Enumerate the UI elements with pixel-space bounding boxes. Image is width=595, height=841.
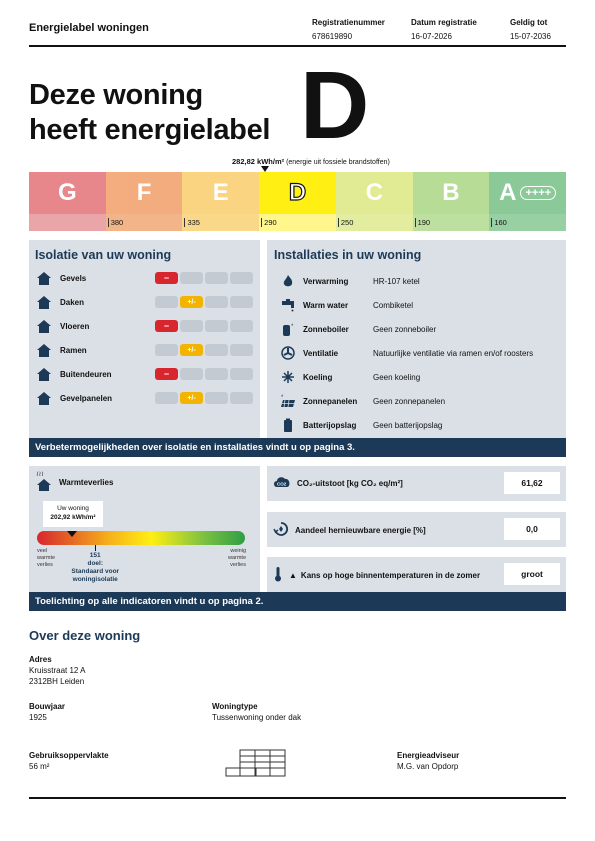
headline-line2: heeft energielabel [29,114,271,146]
isolation-rating-bar [155,392,253,404]
scale-threshold: 290 [261,218,277,227]
co2-icon [273,475,291,491]
scale-threshold-cell [106,214,183,231]
tap-icon [279,298,297,312]
installation-label: Zonneboiler [303,324,349,334]
installation-value: Geen koeling [373,372,421,382]
installation-label: Batterijopslag [303,420,357,430]
isolation-row [35,314,260,338]
heat-loss-bubble-line1: Uw woning [57,505,89,512]
scale-class-c [336,172,413,214]
rating-cell [230,272,253,284]
house-heat-icon [36,478,52,497]
rating-cell [155,392,178,404]
rating-cell [155,344,178,356]
installation-row [279,269,564,293]
about-title: Over deze woning [29,628,141,643]
scale-class-e [182,172,259,214]
valid-until-value: 15-07-2036 [510,32,551,41]
indicator-value: groot [504,563,560,585]
recycle-icon [273,521,289,539]
scale-threshold-cell [336,214,413,231]
valid-until [510,16,551,44]
installation-value: Geen zonnepanelen [373,396,446,406]
svg-text:*: * [291,323,294,330]
isolation-row [35,338,260,362]
energy-advisor-value: M.G. van Opdorp [397,762,459,771]
heat-loss-left-line2: warmte [37,555,56,561]
fan-icon [279,346,297,360]
rating-cell [205,392,228,404]
indicator-label: Aandeel hernieuwbare energie [%] [295,525,426,535]
heat-loss-title: Warmteverlies [59,478,114,487]
rating-cell [205,272,228,284]
rating-cell: − [155,320,178,332]
headline [29,78,270,148]
heat-loss-bubble-line2: 202,92 kWh/m² [50,514,96,521]
construction-year-value: 1925 [29,713,47,722]
floor-area-value: 56 m² [29,762,50,771]
heat-loss-left-label [37,548,55,569]
rating-cell [180,368,203,380]
heat-loss-bubble [43,501,103,527]
snowflake-icon [279,370,297,384]
rating-cell [230,392,253,404]
indicator-label: Kans op hoge binnentemperaturen in de zomer [300,570,481,580]
rating-cell [230,320,253,332]
indicator-panel [267,557,566,592]
isolation-item-label: Buitendeuren [60,369,112,379]
energy-advisor [397,750,459,772]
valid-until-label: Geldig tot [510,18,548,27]
indicator-value: 0,0 [504,518,560,540]
house-icon [35,318,52,335]
registration-number-value: 678619890 [312,32,353,41]
scale-threshold-cell [29,214,106,231]
energy-scale [29,172,566,214]
installation-row [279,365,564,389]
energy-usage [232,157,390,166]
construction-year-label: Bouwjaar [29,702,66,711]
heat-loss-right-line3: verlies [230,562,246,568]
document-title: Energielabel woningen [29,22,149,34]
installations-panel [267,240,566,438]
isolation-panel [29,240,260,418]
house-type [212,701,301,723]
heat-loss-marker [67,531,77,537]
floor-area [29,750,109,772]
scale-letter: D [288,179,307,206]
isolation-row [35,290,260,314]
indicator-label: CO₂-uitstoot [kg CO₂ eq/m²] [297,478,403,488]
headline-line1: Deze woning [29,79,203,111]
energy-scale-thresholds [29,214,566,231]
address-label: Adres [29,655,52,664]
rating-cell [180,272,203,284]
flame-icon [279,274,297,288]
registration-date [411,16,477,44]
scale-threshold: 335 [184,218,200,227]
installation-row [279,341,564,365]
energy-usage-value: 282,82 kWh/m² [232,157,285,166]
rating-cell: − [155,368,178,380]
isolation-item-label: Ramen [60,345,87,355]
installation-row [279,293,564,317]
rating-cell: +/- [180,296,203,308]
rating-cell [155,296,178,308]
isolation-rating-bar [155,272,253,284]
heat-loss-right-line2: warmte [227,555,246,561]
scale-threshold-cell [489,214,566,231]
indicators-banner: Toelichting op alle indicatoren vindt u op pagina 2. [29,592,566,611]
terraced-house-icon [225,748,287,783]
installation-value: Combiketel [373,300,414,310]
indicator-value: 61,62 [504,472,560,494]
scale-letter: B [442,179,460,206]
construction-year [29,701,65,723]
heat-loss-panel [29,466,260,592]
scale-letter: A [499,179,517,206]
isolation-item-label: Daken [60,297,85,307]
footer-divider [29,797,566,799]
installation-row [279,413,564,437]
house-icon [35,342,52,359]
scale-letter: G [58,179,77,206]
rating-cell: − [155,272,178,284]
scale-threshold-cell [259,214,336,231]
installation-label: Zonnepanelen [303,396,358,406]
scale-threshold: 190 [415,218,431,227]
scale-extra-label: ++++ [520,186,556,200]
house-icon [35,390,52,407]
registration-number-label: Registratienummer [312,18,385,27]
house-type-value: Tussenwoning onder dak [212,713,302,722]
header-divider [29,45,566,47]
heat-loss-right-line1: weinig [230,548,246,554]
scale-letter: F [136,179,152,206]
house-type-label: Woningtype [212,702,258,711]
scale-class-b [413,172,490,214]
scale-letter: C [365,179,383,206]
rating-cell: +/- [180,344,203,356]
house-icon [35,366,52,383]
scale-threshold-cell [182,214,259,231]
rating-cell [180,320,203,332]
heat-loss-left-line1: veel [37,548,48,554]
house-icon [35,294,52,311]
scale-threshold: 380 [108,218,124,227]
isolation-item-label: Vloeren [60,321,90,331]
heat-loss-left-line3: verlies [37,562,53,568]
energy-label-letter: D [300,52,370,159]
heat-loss-target-value: 151 [89,552,101,559]
isolation-rating-bar [155,320,253,332]
rating-cell [205,320,228,332]
heat-loss-target-line1: doel: [87,560,103,567]
energy-usage-note: (energie uit fossiele brandstoffen) [286,159,390,166]
rating-cell [205,344,228,356]
battery-icon [279,418,297,433]
warning-icon: ▲ [289,570,297,580]
heat-loss-target-line3: woningisolatie [72,576,118,583]
isolation-item-label: Gevels [60,273,87,283]
energy-advisor-label: Energieadviseur [397,751,460,760]
registration-date-label: Datum registratie [411,18,477,27]
registration-date-value: 16-07-2026 [411,32,452,41]
scale-class-d [259,172,336,214]
floor-area-label: Gebruiksoppervlakte [29,751,109,760]
isolation-row [35,386,260,410]
isolation-rating-bar [155,344,253,356]
heat-loss-target-line2: Standaard voor [71,568,120,575]
isolation-panel-extension [29,418,260,438]
isolation-row [35,266,260,290]
rating-cell [230,344,253,356]
registration-number [312,16,385,44]
heat-loss-target-tick [95,545,96,551]
improvements-banner: Verbetermogelijkheden over isolatie en installaties vindt u op pagina 3. [29,438,566,457]
rating-cell [205,368,228,380]
heat-loss-right-label [228,548,246,569]
isolation-title: Isolatie van uw woning [35,248,172,262]
svg-text:*: * [281,395,284,401]
indicator-panel [267,466,566,501]
installation-label: Koeling [303,372,333,382]
heat-waves-icon: ≀≀≀ [36,471,44,478]
installation-value: Natuurlijke ventilatie via ramen en/of roosters [373,348,534,358]
installation-value: Geen batterijopslag [373,420,443,430]
rating-cell: +/- [180,392,203,404]
installation-label: Verwarming [303,276,349,286]
installation-label: Warm water [303,300,349,310]
scale-class-a [489,172,566,214]
rating-cell [230,368,253,380]
isolation-item-label: Gevelpanelen [60,393,113,403]
isolation-rating-bar [155,368,253,380]
address-line1: Kruisstraat 12 A [29,666,86,675]
scale-threshold: 250 [338,218,354,227]
thermometer-icon [273,566,283,584]
solar-panel-icon [279,394,297,408]
house-icon [35,270,52,287]
address [29,654,85,687]
isolation-row [35,362,260,386]
heat-loss-target [60,552,130,584]
scale-class-f [106,172,183,214]
installation-value: HR-107 ketel [373,276,420,286]
boiler-icon [279,322,297,337]
installations-title: Installaties in uw woning [274,248,422,262]
scale-letter: E [212,179,229,206]
scale-threshold: 160 [491,218,507,227]
svg-text:CO2: CO2 [277,481,287,487]
installation-row [279,317,564,341]
indicator-panel [267,512,566,547]
rating-cell [230,296,253,308]
isolation-rating-bar [155,296,253,308]
address-line2: 2312BH Leiden [29,677,85,686]
installation-value: Geen zonneboiler [373,324,437,334]
installation-label: Ventilatie [303,348,339,358]
scale-threshold-cell [413,214,490,231]
scale-class-g [29,172,106,214]
rating-cell [205,296,228,308]
installation-row [279,389,564,413]
